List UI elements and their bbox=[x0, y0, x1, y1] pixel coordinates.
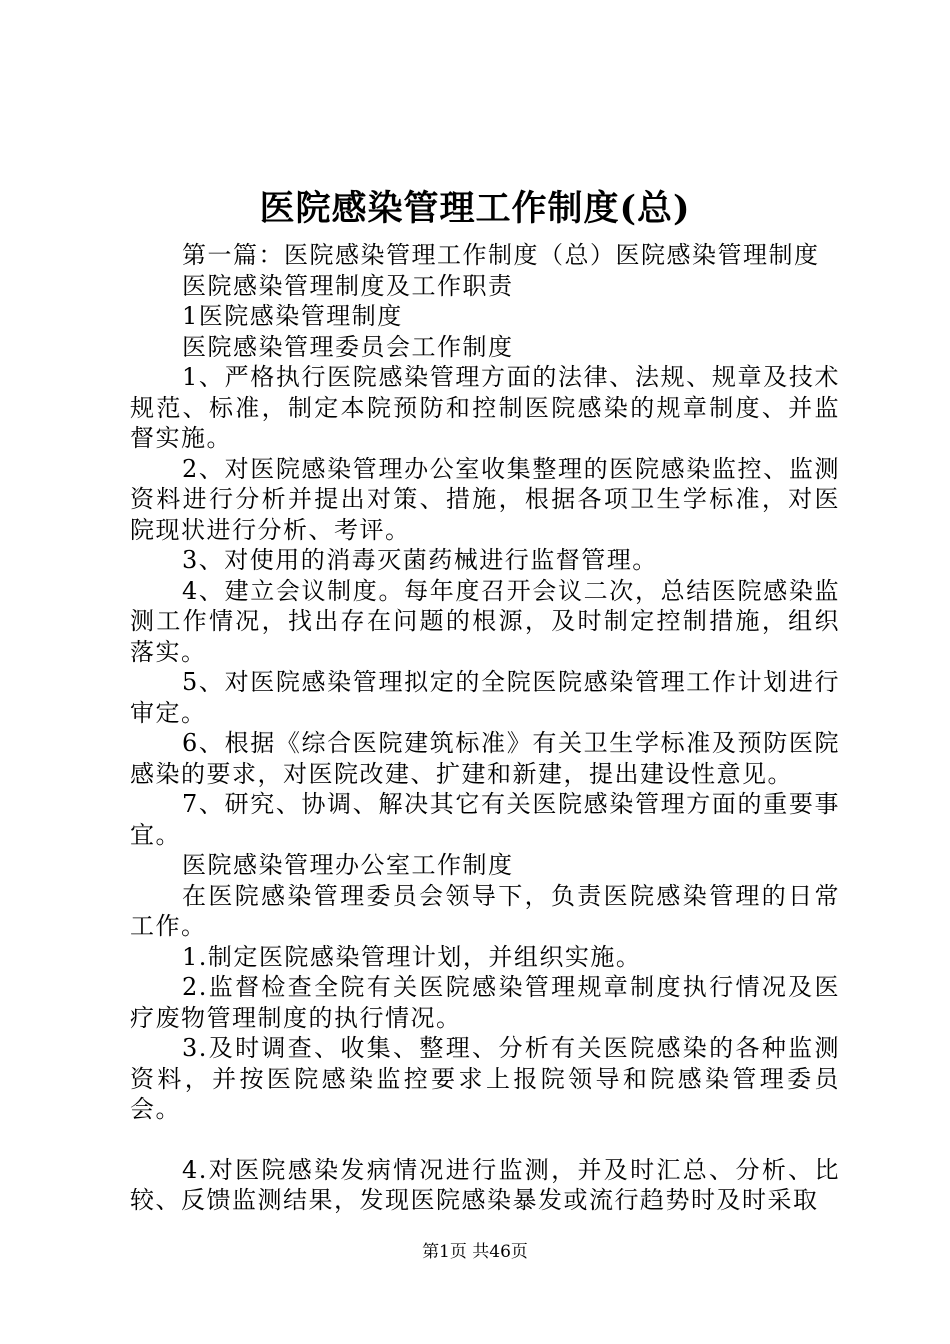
paragraph: 医院感染管理委员会工作制度 bbox=[182, 332, 514, 361]
paragraph: 5、对医院感染管理拟定的全院医院感染管理工作计划进行审定。 bbox=[130, 668, 840, 727]
paragraph: 在医院感染管理委员会领导下，负责医院感染管理的日常工作。 bbox=[130, 881, 840, 940]
paragraph: 医院感染管理制度及工作职责 bbox=[182, 271, 514, 300]
paragraph: 第一篇：医院感染管理工作制度（总）医院感染管理制度 bbox=[182, 241, 820, 269]
paragraph: 1医院感染管理制度 bbox=[182, 302, 403, 330]
document-title: 医院感染管理工作制度(总) bbox=[259, 188, 691, 229]
paragraph: 3、对使用的消毒灭菌药械进行监督管理。 bbox=[182, 546, 658, 574]
paragraph: 4.对医院感染发病情况进行监测，并及时汇总、分析、比较、反馈监测结果，发现医院感染暴发或流行趋势时及时采取 bbox=[130, 1155, 840, 1214]
page-number-footer: 第1页 共46页 bbox=[422, 1242, 528, 1262]
paragraph: 3.及时调查、收集、整理、分析有关医院感染的各种监测资料，并按医院感染监控要求上报院领导和院感染管理委员会。 bbox=[130, 1034, 840, 1123]
paragraph: 2、对医院感染管理办公室收集整理的医院感染监控、监测资料进行分析并提出对策、措施，根据各项卫生学标准，对医院现状进行分析、考评。 bbox=[130, 454, 840, 544]
paragraph: 6、根据《综合医院建筑标准》有关卫生学标准及预防医院感染的要求，对医院改建、扩建和新建，提出建设性意见。 bbox=[130, 729, 840, 788]
paragraph: 1、严格执行医院感染管理方面的法律、法规、规章及技术规范、标准，制定本院预防和控制医院感染的规章制度、并监督实施。 bbox=[130, 363, 840, 452]
paragraph: 医院感染管理办公室工作制度 bbox=[182, 851, 514, 879]
paragraph: 7、研究、协调、解决其它有关医院感染管理方面的重要事宜。 bbox=[130, 790, 840, 849]
paragraph: 2.监督检查全院有关医院感染管理规章制度执行情况及医疗废物管理制度的执行情况。 bbox=[130, 973, 840, 1032]
paragraph: 1.制定医院感染管理计划，并组织实施。 bbox=[182, 942, 642, 971]
document-body bbox=[130, 240, 840, 1216]
paragraph: 4、建立会议制度。每年度召开会议二次，总结医院感染监测工作情况，找出存在问题的根源，及时制定控制措施，组织落实。 bbox=[130, 576, 840, 666]
paragraph-spacer bbox=[130, 1125, 840, 1155]
